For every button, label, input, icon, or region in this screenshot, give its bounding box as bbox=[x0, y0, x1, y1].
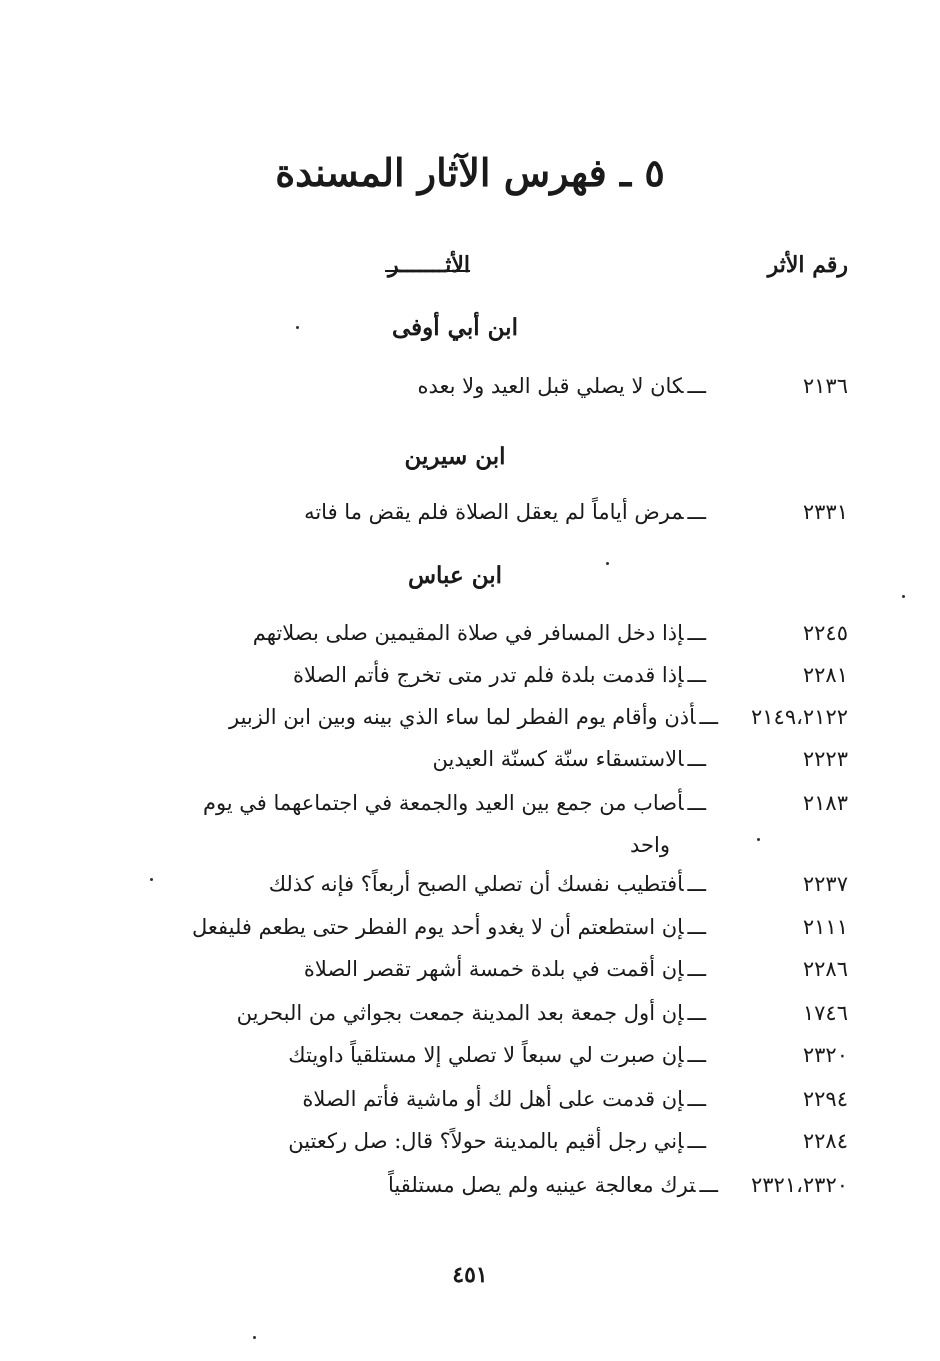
column-header-text: الأثـــــــر bbox=[385, 252, 470, 274]
entry-continuation: واحد bbox=[630, 833, 670, 857]
page-number: ٤٥١ bbox=[452, 1262, 488, 1288]
scan-speck bbox=[296, 326, 299, 329]
scan-speck bbox=[253, 1336, 256, 1339]
entry-number: ٢٢٨١ bbox=[802, 663, 848, 687]
section-heading: ابن أبي أوفى bbox=[392, 314, 518, 341]
index-entry bbox=[150, 621, 848, 661]
entry-text: ـــ كان لا يصلي قبل العيد ولا بعده bbox=[417, 374, 706, 398]
index-entry bbox=[150, 374, 848, 414]
entry-number: ٢٢٣٧ bbox=[802, 872, 848, 896]
entry-number: ٢٣٢٠ bbox=[802, 1043, 848, 1067]
entry-text: ـــ الاستسقاء سنّة كسنّة العيدين bbox=[432, 747, 706, 771]
index-entry bbox=[150, 915, 848, 955]
index-entry bbox=[150, 957, 848, 997]
index-entry bbox=[150, 791, 848, 831]
index-entry bbox=[150, 663, 848, 703]
section-heading: ابن سيرين bbox=[404, 443, 506, 470]
entry-text: ـــ إذا دخل المسافر في صلاة المقيمين صلى بصلاتهم bbox=[253, 621, 706, 645]
entry-text: ـــ إني رجل أقيم بالمدينة حولاً؟ قال: صل ركعتين bbox=[288, 1129, 706, 1153]
entry-number: ٢٢٩٤ bbox=[802, 1087, 848, 1111]
scan-speck bbox=[902, 595, 905, 598]
index-entry bbox=[150, 500, 848, 540]
entry-number: ٢٢٨٦ bbox=[802, 957, 848, 981]
entry-number: ٢٢٢٣ bbox=[802, 747, 848, 771]
entry-text: ـــ إن قدمت على أهل لك أو ماشية فأتم الصلاة bbox=[302, 1087, 706, 1111]
index-entry bbox=[150, 1129, 848, 1169]
entry-number: ٢٢٤٥ bbox=[802, 621, 848, 645]
entry-number: ٢٢٨٤ bbox=[802, 1129, 848, 1153]
entry-text: ـــ أفتطيب نفسك أن تصلي الصبح أربعاً؟ فإنه كذلك bbox=[269, 872, 706, 896]
entry-text: ـــ أذن وأقام يوم الفطر لما ساء الذي بينه وبين ابن الزبير bbox=[229, 705, 718, 729]
entry-number: ٢١٤٩،٢١٢٢ bbox=[750, 705, 848, 729]
entry-text: ـــ إذا قدمت بلدة فلم تدر متى تخرج فأتم الصلاة bbox=[293, 663, 706, 687]
index-entry bbox=[150, 747, 848, 787]
index-entry bbox=[150, 872, 848, 912]
entry-text: ـــ مرض أياماً لم يعقل الصلاة فلم يقض ما فاته bbox=[304, 500, 706, 524]
entry-number: ١٧٤٦ bbox=[802, 1001, 848, 1025]
entry-text: ـــ إن أول جمعة بعد المدينة جمعت بجواثي من البحرين bbox=[237, 1001, 706, 1025]
entry-text: ـــ ترك معالجة عينيه ولم يصل مستلقياً bbox=[388, 1173, 718, 1197]
scan-speck bbox=[606, 562, 609, 565]
index-entry bbox=[150, 1173, 848, 1213]
scan-speck bbox=[757, 838, 760, 841]
section-heading: ابن عباس bbox=[407, 562, 503, 589]
scan-speck bbox=[150, 878, 153, 881]
entry-text: ـــ أصاب من جمع بين العيد والجمعة في اجتماعهما في يوم bbox=[203, 791, 706, 815]
entry-number: ٢١٣٦ bbox=[802, 374, 848, 398]
page-title: ٥ ـ فهرس الآثار المسندة bbox=[275, 150, 665, 195]
entry-number: ٢١٨٣ bbox=[802, 791, 848, 815]
entry-text: ـــ إن استطعتم أن لا يغدو أحد يوم الفطر حتى يطعم فليفعل bbox=[192, 915, 706, 939]
entry-text: ـــ إن أقمت في بلدة خمسة أشهر تقصر الصلاة bbox=[304, 957, 706, 981]
entry-number: ٢٣٣١ bbox=[802, 500, 848, 524]
index-entry bbox=[150, 1087, 848, 1127]
index-entry bbox=[150, 705, 848, 745]
entry-number: ٢٣٢١،٢٣٢٠ bbox=[750, 1173, 848, 1197]
index-entry bbox=[150, 1043, 848, 1083]
entry-text: ـــ إن صبرت لي سبعاً لا تصلي إلا مستلقياً داويتك bbox=[288, 1043, 706, 1067]
column-header-number: رقم الأثر bbox=[767, 252, 848, 278]
entry-number: ٢١١١ bbox=[802, 915, 848, 939]
index-entry bbox=[150, 1001, 848, 1041]
